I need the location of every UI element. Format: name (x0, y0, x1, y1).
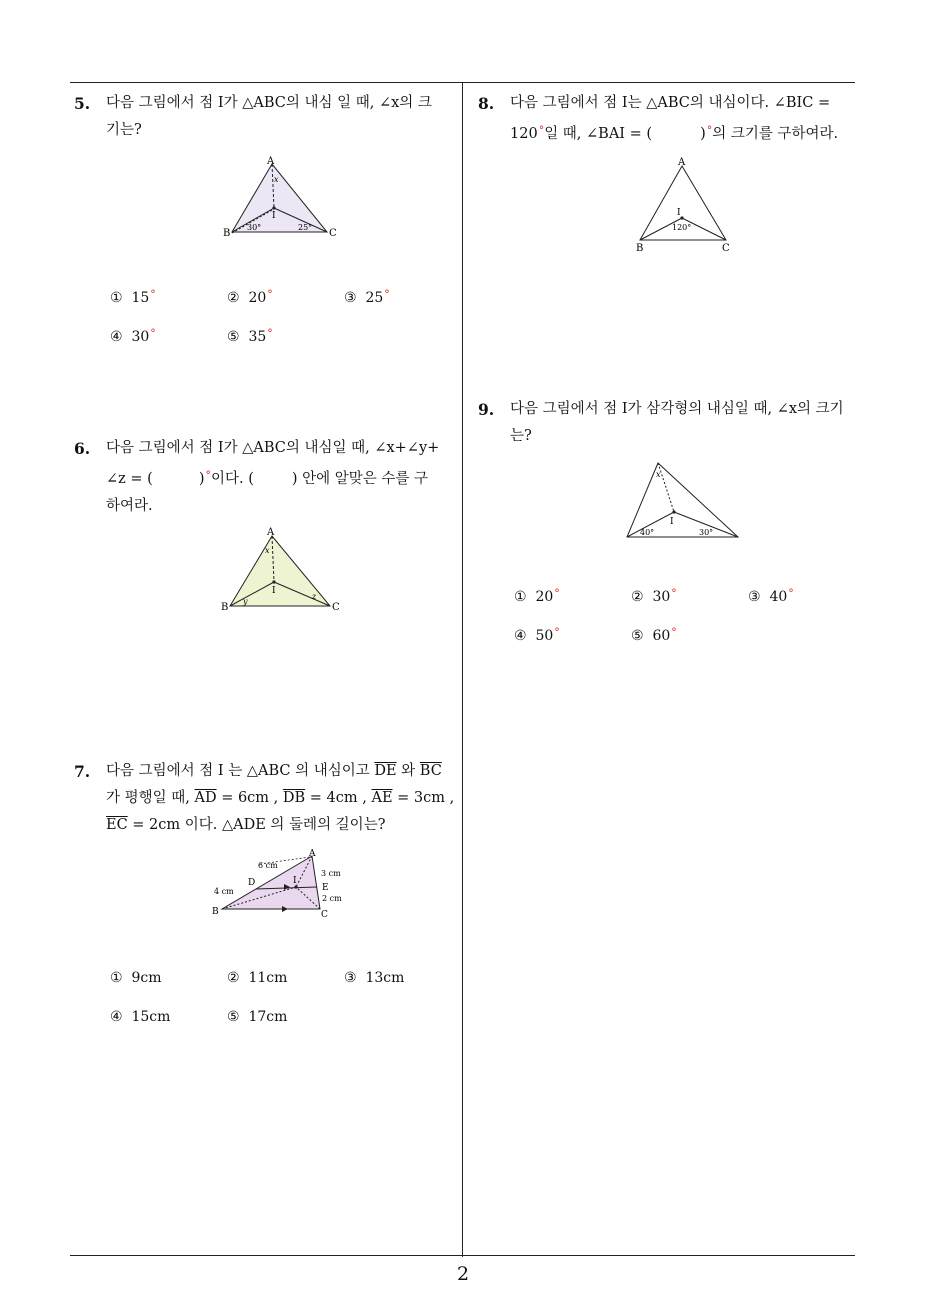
question-8 (478, 90, 860, 148)
choice-3[interactable]: ③ 40° (748, 587, 794, 605)
label-B: B (212, 907, 219, 917)
question-number: 8. (478, 94, 495, 113)
page-number: 2 (456, 1263, 470, 1285)
choice-4[interactable]: ④ 50° (514, 626, 560, 644)
label-angle: 120° (672, 223, 692, 232)
question-9 (478, 396, 860, 450)
question-text: 다음 그림에서 점 I가 삼각형의 내심일 때, ∠x의 크기 는? (510, 401, 844, 444)
bottom-rule (70, 1255, 855, 1256)
choice-4[interactable]: ④ 30° (110, 327, 156, 345)
choice-1[interactable]: ① 20° (514, 587, 560, 605)
label-z: z (312, 592, 317, 601)
choice-2[interactable]: ② 30° (631, 587, 677, 605)
figure-q6-triangle (216, 524, 346, 616)
label-x: x (265, 546, 270, 555)
label-ae: 3 cm (321, 869, 341, 878)
label-A: A (678, 157, 686, 168)
label-I: I (272, 211, 276, 221)
label-I: I (293, 876, 297, 886)
question-number: 9. (478, 400, 495, 419)
label-I: I (272, 586, 276, 596)
question-text: 다음 그림에서 점 I는 △ABC의 내심이다. ∠BIC = 120°일 때, ∠BAI = ( )°의 크기를 구하여라. (510, 95, 839, 142)
label-A: A (267, 527, 275, 538)
label-angle-C: 25° (298, 223, 313, 232)
label-D: D (248, 878, 256, 888)
choice-2[interactable]: ② 20° (227, 288, 273, 306)
choices-q5 (110, 288, 460, 348)
question-6 (74, 435, 456, 520)
label-B: B (636, 243, 644, 254)
question-number: 5. (74, 94, 91, 113)
question-text: 다음 그림에서 점 I 는 △ABC 의 내심이고 $\overline{DE}$ 와 $\overline{BC}$ 가 평행일 때, $\overline{AD} = 6cm$ , $\overline{DB} = 4cm$ , $\overline{AE} = 3cm$ , $\overline{EC} = 2cm$ 이다. △ADE 의 둘레의 길이는? (106, 763, 455, 833)
label-I: I (670, 517, 674, 527)
question-number: 7. (74, 762, 91, 781)
choices-q9 (514, 587, 864, 647)
label-ad: 6 cm (258, 861, 278, 870)
choice-3[interactable]: ③ 25° (344, 288, 390, 306)
label-E: E (322, 883, 329, 893)
question-7 (74, 758, 456, 839)
label-C: C (329, 228, 337, 239)
choice-5[interactable]: ⑤ 60° (631, 626, 677, 644)
question-text: 다음 그림에서 점 I가 △ABC의 내심일 때, ∠x+∠y+ ∠z = ( )°이다. ( ) 안에 알맞은 수를 구 하여라. (106, 440, 440, 514)
figure-q5-triangle (215, 152, 345, 244)
column-divider (462, 82, 463, 1257)
figure-q8-triangle (630, 152, 740, 257)
label-C: C (332, 602, 340, 613)
question-5 (74, 90, 456, 144)
label-A: A (309, 849, 316, 859)
choice-1[interactable]: ① 9cm (110, 970, 162, 986)
figure-q9-triangle (620, 455, 745, 545)
choice-1[interactable]: ① 15° (110, 288, 156, 306)
label-y: y (243, 597, 248, 606)
figure-q7-triangle (208, 846, 358, 926)
label-A: A (267, 156, 275, 167)
question-number: 6. (74, 439, 91, 458)
choice-4[interactable]: ④ 15cm (110, 1009, 171, 1025)
label-B: B (223, 228, 231, 239)
choice-5[interactable]: ⑤ 35° (227, 327, 273, 345)
label-angle-left: 40° (640, 528, 655, 537)
label-db: 4 cm (214, 887, 234, 896)
label-ec: 2 cm (322, 894, 342, 903)
label-B: B (221, 602, 229, 613)
label-angle-B: 30° (247, 223, 262, 232)
choices-q7 (110, 970, 460, 1030)
choice-5[interactable]: ⑤ 17cm (227, 1009, 288, 1025)
label-C: C (722, 243, 730, 254)
label-I: I (677, 208, 681, 218)
choice-2[interactable]: ② 11cm (227, 970, 288, 986)
question-text: 다음 그림에서 점 I가 △ABC의 내심 일 때, ∠x의 크 기는? (106, 95, 432, 138)
choice-3[interactable]: ③ 13cm (344, 970, 405, 986)
label-C: C (321, 910, 328, 920)
label-x: x (274, 175, 279, 184)
label-angle-right: 30° (699, 528, 714, 537)
label-x: x (656, 470, 661, 479)
